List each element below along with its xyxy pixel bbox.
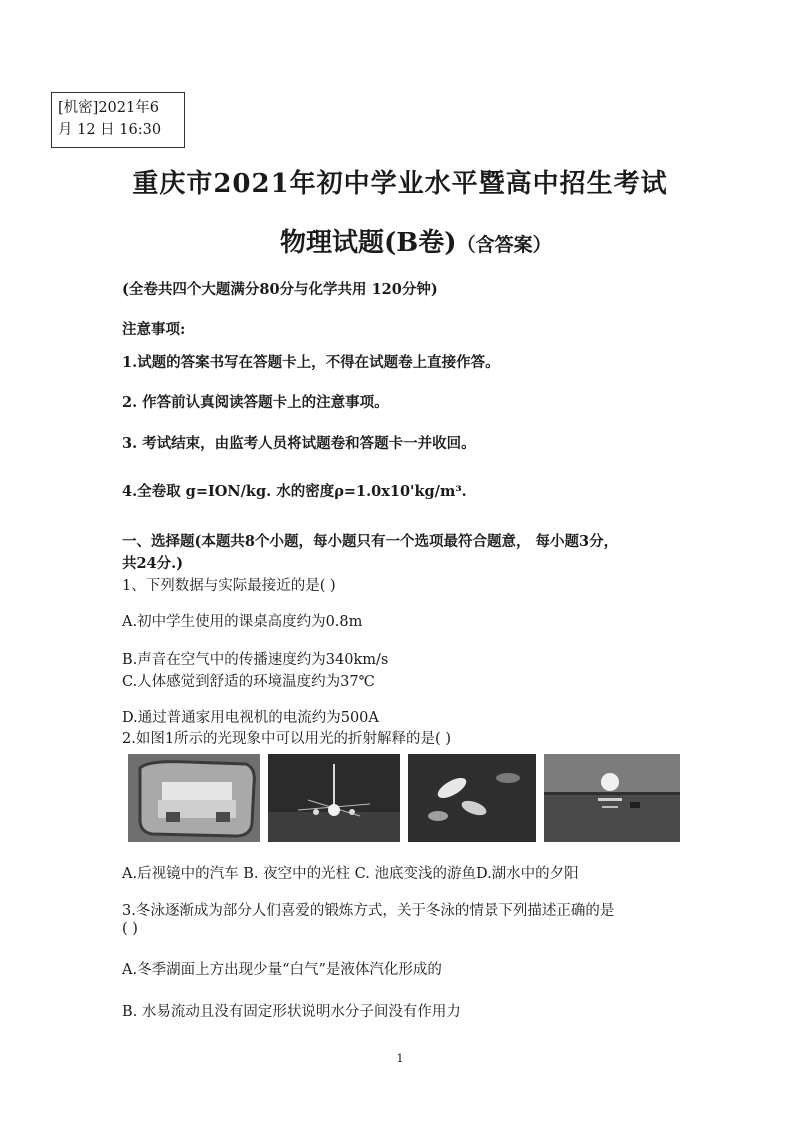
rearview-mirror-car-photo — [128, 754, 260, 842]
note-item-2: 2. 作答前认真阅读答题卡上的注意事项。 — [122, 394, 389, 411]
question-1-stem: 1、下列数据与实际最接近的是( ) — [122, 578, 336, 594]
exam-title: 重庆市2021年初中学业水平暨高中招生考试 — [132, 169, 668, 199]
question-2-stem: 2.如图1所示的光现象中可以用光的折射解释的是( ) — [122, 731, 451, 747]
night-light-pillar-photo — [268, 754, 400, 842]
question-1-option-d: D.通过普通家用电视机的电流约为500A — [122, 710, 379, 726]
note-item-1: 1.试题的答案书写在答题卡上，不得在试题卷上直接作答。 — [122, 354, 500, 371]
exam-subtitle — [280, 222, 552, 259]
exam-intro: (全卷共四个大题满分80分与化学共用 120分钟) — [122, 281, 438, 298]
stamp-line-2: 月 12 日 16:30 — [58, 122, 162, 138]
question-3-stem-line-1: 3.冬泳逐渐成为部分人们喜爱的锻炼方式，关于冬泳的情景下列描述正确的是 — [122, 903, 615, 919]
confidential-stamp — [51, 92, 185, 148]
sunset-over-lake-photo — [544, 754, 680, 842]
question-1-option-c: C.人体感觉到舒适的环境温度约为37℃ — [122, 674, 375, 690]
subtitle-suffix: （含答案） — [456, 234, 552, 256]
figure-1-photo-strip — [128, 754, 680, 842]
page-number: 1 — [396, 1052, 404, 1065]
question-1-option-a: A.初中学生使用的课桌高度约为0.8m — [122, 614, 363, 630]
question-3-stem-line-2: ( ) — [122, 921, 138, 937]
stamp-line-1: [机密]2021年6 — [58, 100, 159, 116]
question-3-option-b: B. 水易流动且没有固定形状说明水分子间没有作用力 — [122, 1004, 461, 1020]
notes-heading: 注意事项: — [122, 321, 186, 338]
section-1-heading-line-2: 共24分.) — [122, 555, 184, 572]
question-3-option-a: A.冬季湖面上方出现少量“白气”是液体汽化形成的 — [122, 962, 442, 978]
subtitle-text: 物理试题(B卷) — [280, 228, 457, 258]
note-item-3: 3. 考试结束，由监考人员将试题卷和答题卡一并收回。 — [122, 435, 476, 452]
question-2-options: A.后视镜中的汽车 B. 夜空中的光柱 C. 池底变浅的游鱼D.湖水中的夕阳 — [122, 866, 579, 882]
section-1-heading-line-1: 一、选择题(本题共8个小题，每小题只有一个选项最符合题意， 每小题3分， — [122, 533, 619, 550]
fish-in-pool-photo — [408, 754, 536, 842]
question-1-option-b: B.声音在空气中的传播速度约为340km/s — [122, 652, 389, 668]
note-item-4: 4.全卷取 g=ION/kg. 水的密度ρ=1.0x10'kg/m³. — [122, 483, 467, 500]
